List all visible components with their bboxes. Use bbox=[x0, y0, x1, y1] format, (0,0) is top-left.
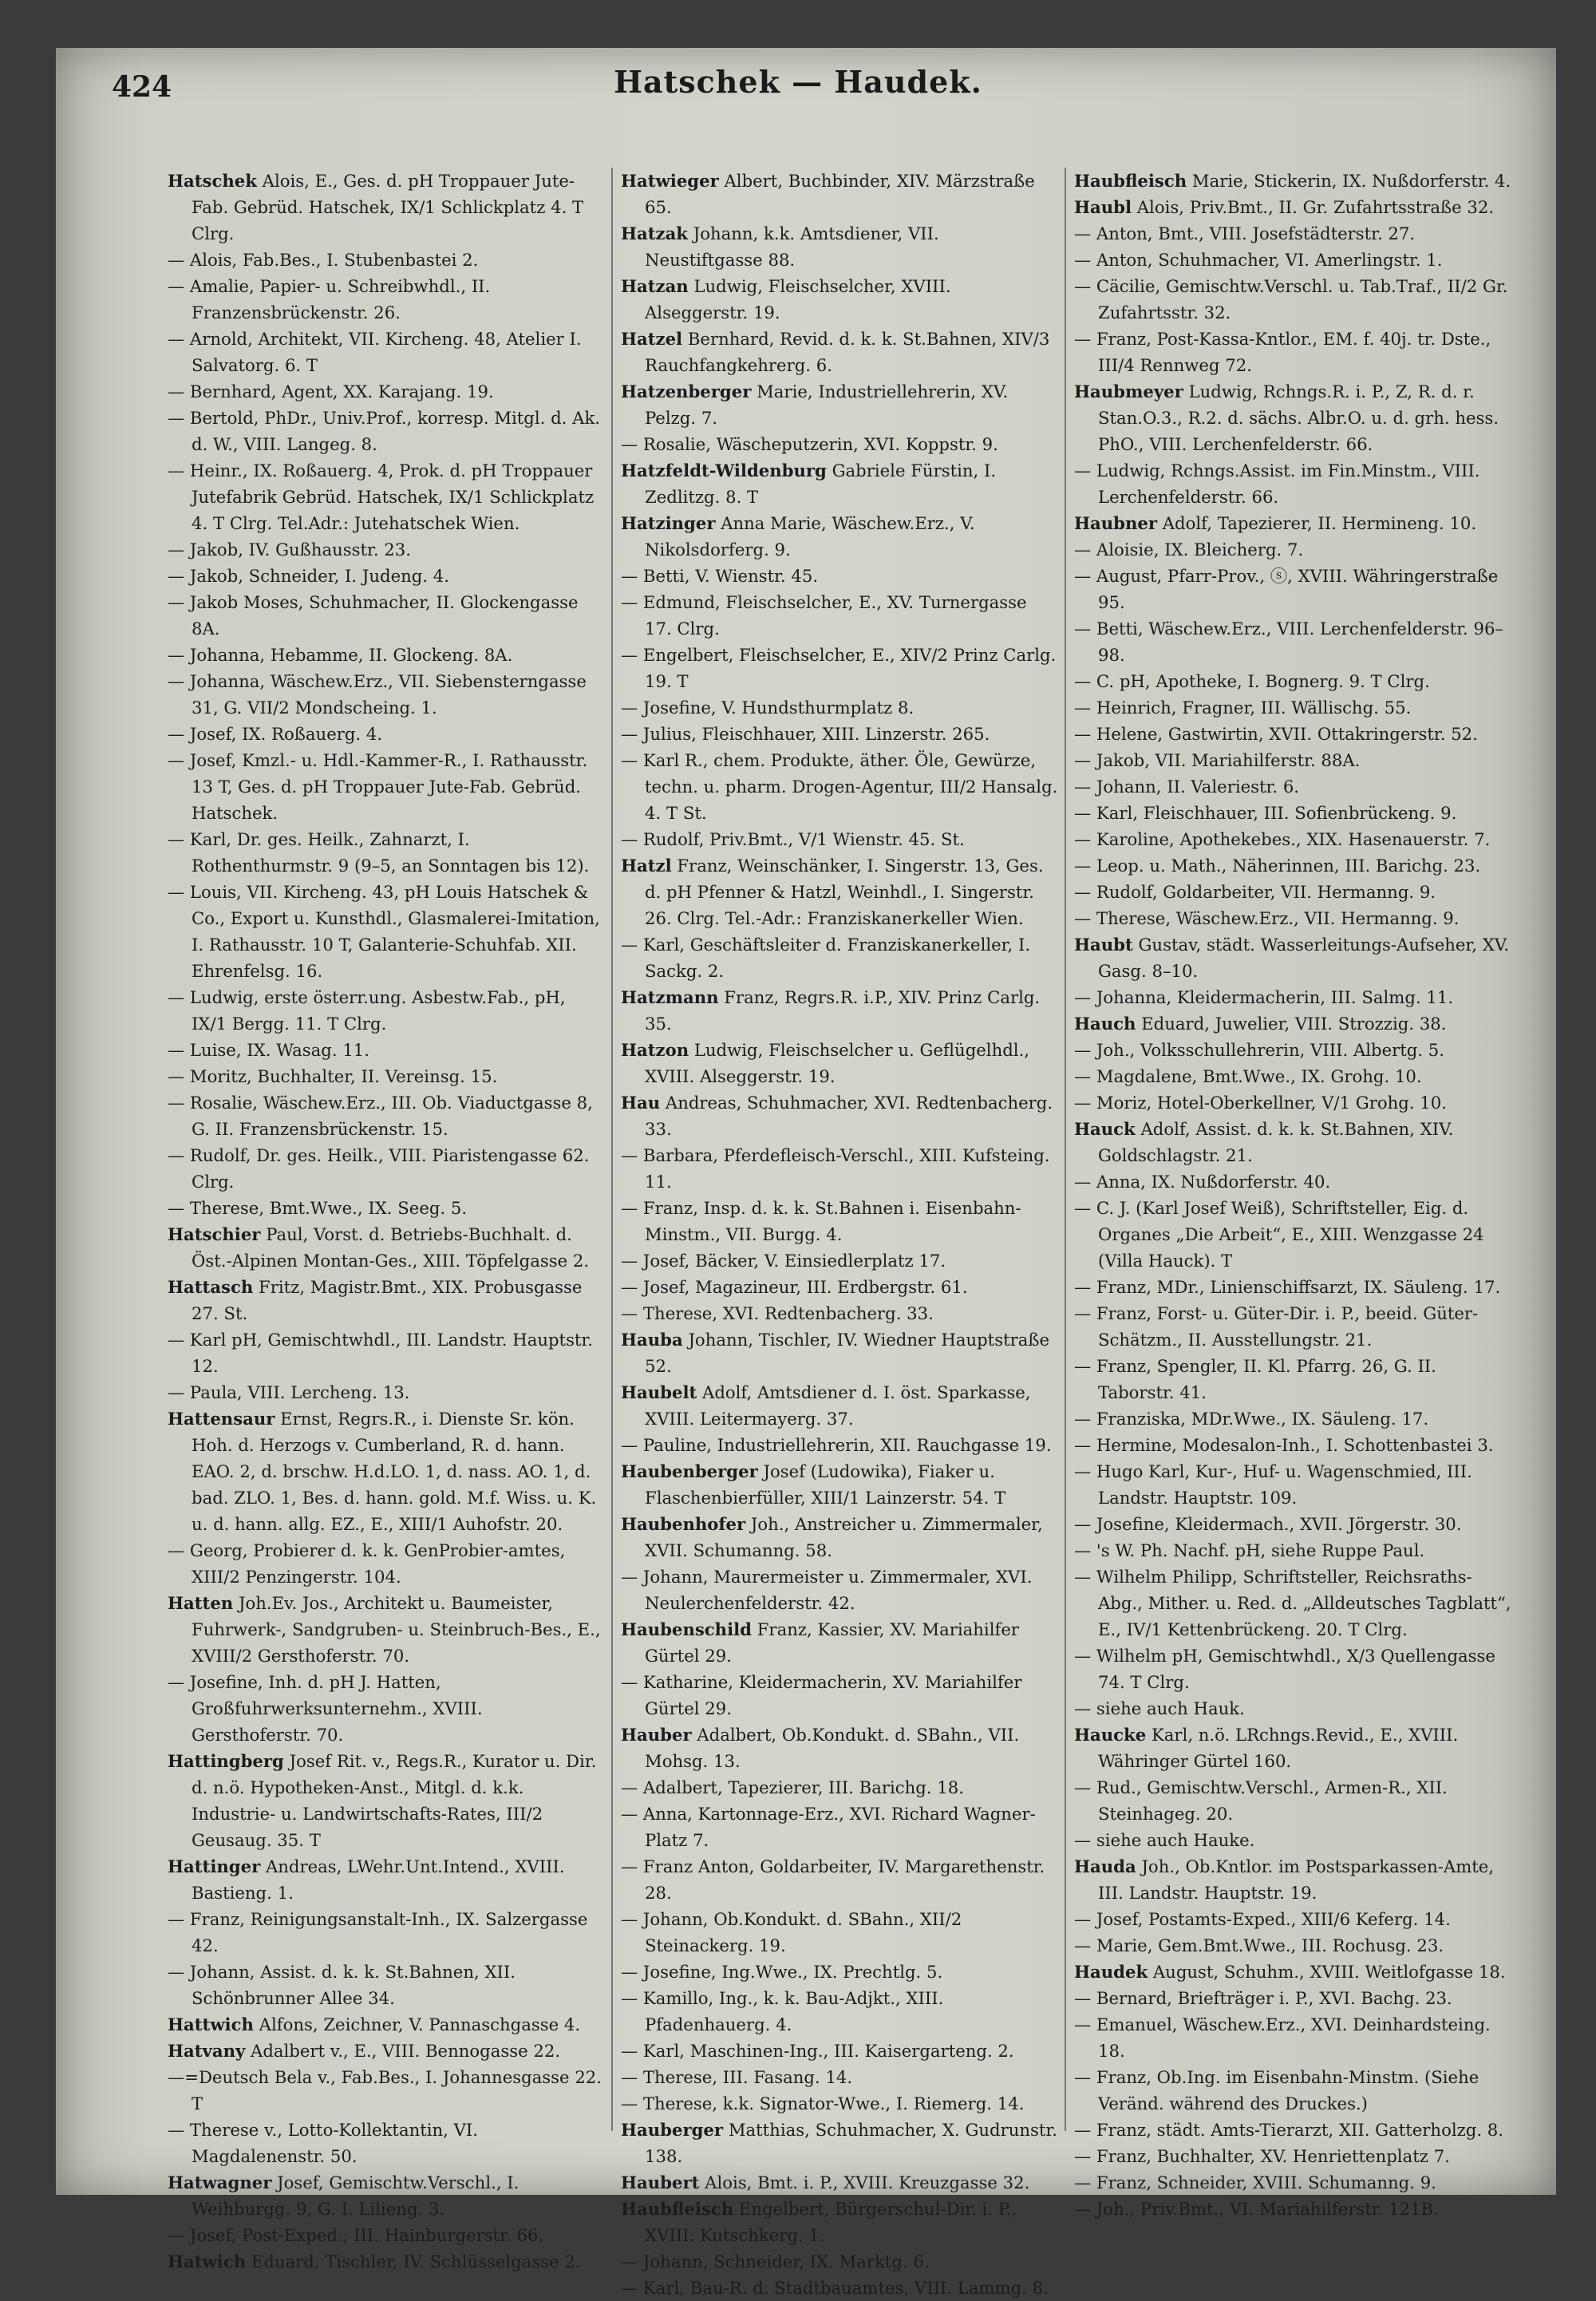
directory-entry: — Josef, Bäcker, V. Einsiedlerplatz 17. bbox=[621, 1251, 946, 1271]
directory-entry: — Karl pH, Gemischtwhdl., III. Landstr. Hauptstr. 12. bbox=[168, 1330, 593, 1376]
surname-heading: Hau bbox=[621, 1093, 661, 1113]
directory-entry: — Franz, Post-Kassa-Kntlor., EM. f. 40j. tr. Dste., III/4 Rennweg 72. bbox=[1074, 329, 1491, 375]
surname-heading: Haucke bbox=[1074, 1725, 1147, 1745]
directory-entry: — 's W. Ph. Nachf. pH, siehe Ruppe Paul. bbox=[1074, 1540, 1425, 1560]
surname-heading: Hattinger bbox=[168, 1856, 261, 1876]
directory-entry: — Arnold, Architekt, VII. Kircheng. 48, Atelier I. Salvatorg. 6. T bbox=[168, 329, 582, 375]
directory-entry: — Johann, Maurermeister u. Zimmermaler, XVI. Neulerchenfelderstr. 42. bbox=[621, 1567, 1033, 1613]
surname-heading: Hatten bbox=[168, 1593, 234, 1613]
surname-heading: Haudek bbox=[1074, 1962, 1148, 1982]
directory-entry: — Ludwig, erste österr.ung. Asbestw.Fab., pH, IX/1 Bergg. 11. T Clrg. bbox=[168, 987, 566, 1034]
directory-entry: Hattinger Andreas, LWehr.Unt.Intend., XVIII. Bastieng. 1. bbox=[168, 1856, 565, 1903]
directory-entry: — Amalie, Papier- u. Schreibwhdl., II. Franzensbrückenstr. 26. bbox=[168, 276, 491, 322]
directory-entry: Hatwagner Josef, Gemischtw.Verschl., I. Weihburgg. 9, G. I. Lilieng. 3. bbox=[168, 2173, 519, 2219]
directory-entry: — Josef, Kmzl.- u. Hdl.-Kammer-R., I. Rathausstr. 13 T, Ges. d. pH Troppauer Jute-Fab. Gebrüd. Hatschek. bbox=[168, 750, 588, 823]
directory-entry: — Paula, VIII. Lercheng. 13. bbox=[168, 1382, 410, 1402]
directory-entry: —=Deutsch Bela v., Fab.Bes., I. Johannesgasse 22. T bbox=[168, 2067, 602, 2113]
directory-entry: Hatschier Paul, Vorst. d. Betriebs-Buchhalt. d. Öst.-Alpinen Montan-Ges., XIII. Töpfelgasse 2. bbox=[168, 1224, 590, 1271]
directory-entry: — Johanna, Hebamme, II. Glockeng. 8A. bbox=[168, 645, 513, 665]
directory-entry: Hatzak Johann, k.k. Amtsdiener, VII. Neustiftgasse 88. bbox=[621, 223, 939, 270]
directory-entry: Hatzinger Anna Marie, Wäschew.Erz., V. Nikolsdorferg. 9. bbox=[621, 513, 975, 559]
directory-entry: Hatvany Adalbert v., E., VIII. Bennogasse 22. bbox=[168, 2041, 561, 2061]
surname-heading: Hatzak bbox=[621, 223, 688, 243]
surname-heading: Haubner bbox=[1074, 513, 1158, 533]
directory-entry: Hauberger Matthias, Schuhmacher, X. Gudrunstr. 138. bbox=[621, 2120, 1057, 2166]
directory-entry: — Franz, Spengler, II. Kl. Pfarrg. 26, G. II. Taborstr. 41. bbox=[1074, 1356, 1436, 1402]
surname-heading: Haubenhofer bbox=[621, 1514, 746, 1534]
directory-entry: — Betti, Wäschew.Erz., VIII. Lerchenfelderstr. 96–98. bbox=[1074, 619, 1504, 665]
directory-entry: Hauch Eduard, Juwelier, VIII. Strozzig. 38. bbox=[1074, 1014, 1447, 1034]
surname-heading: Hatwich bbox=[168, 2252, 247, 2271]
directory-entry: Haubl Alois, Priv.Bmt., II. Gr. Zufahrtsstraße 32. bbox=[1074, 197, 1495, 217]
directory-entry: — Barbara, Pferdefleisch-Verschl., XIII. Kufsteing. 11. bbox=[621, 1145, 1050, 1192]
directory-entry: — Anton, Schuhmacher, VI. Amerlingstr. 1. bbox=[1074, 250, 1443, 270]
directory-entry: Hatten Joh.Ev. Jos., Architekt u. Baumeister, Fuhrwerk-, Sandgruben- u. Steinbruch-Bes., E., XVIII/2 Gersthoferstr. 70. bbox=[168, 1593, 601, 1666]
directory-entry: — Karl, Fleischhauer, III. Sofienbrückeng. 9. bbox=[1074, 803, 1457, 823]
directory-entry: — Karl, Bau-R. d. Stadtbauamtes, VIII. Lammg. 8. bbox=[621, 2278, 1049, 2298]
directory-entry: — Franz, MDr., Linienschiffsarzt, IX. Säuleng. 17. bbox=[1074, 1277, 1501, 1297]
directory-entry: Hatzenberger Marie, Industriellehrerin, XV. Pelzg. 7. bbox=[621, 382, 1009, 428]
directory-entry: — Ludwig, Rchngs.Assist. im Fin.Minstm., VIII. Lerchenfelderstr. 66. bbox=[1074, 461, 1480, 507]
surname-heading: Hauch bbox=[1074, 1014, 1136, 1034]
directory-entry: — siehe auch Hauke. bbox=[1074, 1830, 1255, 1850]
directory-entry: — Heinrich, Fragner, III. Wällischg. 55. bbox=[1074, 698, 1412, 718]
directory-entry: — Moriz, Hotel-Oberkellner, V/1 Grohg. 10. bbox=[1074, 1093, 1447, 1113]
directory-entry: — Karoline, Apothekebes., XIX. Hasenauerstr. 7. bbox=[1074, 829, 1491, 849]
surname-heading: Haubelt bbox=[621, 1382, 697, 1402]
directory-entry: Hatzmann Franz, Regrs.R. i.P., XIV. Prinz Carlg. 35. bbox=[621, 987, 1041, 1034]
directory-entry: Hatzan Ludwig, Fleischselcher, XVIII. Alseggerstr. 19. bbox=[621, 276, 951, 322]
directory-entry: — Heinr., IX. Roßauerg. 4, Prok. d. pH Troppauer Jutefabrik Gebrüd. Hatschek, IX/1 Schlickplatz 4. T Clrg. Tel.Adr.: Jutehatschek Wien. bbox=[168, 461, 595, 533]
directory-entry: Haubenschild Franz, Kassier, XV. Mariahilfer Gürtel 29. bbox=[621, 1619, 1019, 1666]
directory-entry: — Anna, IX. Nußdorferstr. 40. bbox=[1074, 1172, 1331, 1192]
directory-entry: — Johann, Schneider, IX. Marktg. 6. bbox=[621, 2252, 930, 2271]
directory-entry: — Franz, Ob.Ing. im Eisenbahn-Minstm. (Siehe Veränd. während des Druckes.) bbox=[1074, 2067, 1479, 2113]
directory-entry: Haubfleisch Engelbert, Bürgerschul-Dir. i. P., XVIII. Kutschkerg. 1. bbox=[621, 2199, 1017, 2245]
directory-entry: Hatzel Bernhard, Revid. d. k. k. St.Bahnen, XIV/3 Rauchfangkehrerg. 6. bbox=[621, 329, 1050, 375]
running-head: Hatschek — Haudek. bbox=[614, 64, 982, 100]
directory-entry: — Josefine, Inh. d. pH J. Hatten, Großfuhrwerksunternehm., XVIII. Gersthoferstr. 70. bbox=[168, 1672, 483, 1745]
directory-entry: — Therese, XVI. Redtenbacherg. 33. bbox=[621, 1303, 934, 1323]
directory-column-3 bbox=[1074, 168, 1511, 2219]
directory-entry: — Katharine, Kleidermacherin, XV. Mariahilfer Gürtel 29. bbox=[621, 1672, 1022, 1718]
directory-entry: — Leop. u. Math., Näherinnen, III. Barichg. 23. bbox=[1074, 856, 1481, 876]
directory-entry: — Aloisie, IX. Bleicherg. 7. bbox=[1074, 540, 1304, 559]
directory-entry: Hau Andreas, Schuhmacher, XVI. Redtenbacherg. 33. bbox=[621, 1093, 1053, 1139]
directory-entry: — Joh., Volksschullehrerin, VIII. Albertg. 5. bbox=[1074, 1040, 1445, 1060]
directory-entry: — Marie, Gem.Bmt.Wwe., III. Rochusg. 23. bbox=[1074, 1935, 1444, 1955]
directory-entry: — Franz, städt. Amts-Tierarzt, XII. Gatterholzg. 8. bbox=[1074, 2120, 1504, 2140]
surname-heading: Haubfleisch bbox=[621, 2199, 734, 2219]
directory-entry: — Karl, Maschinen-Ing., III. Kaisergarteng. 2. bbox=[621, 2041, 1014, 2061]
directory-entry: — Alois, Fab.Bes., I. Stubenbastei 2. bbox=[168, 250, 479, 270]
directory-entry: — Therese, k.k. Signator-Wwe., I. Riemerg. 14. bbox=[621, 2093, 1025, 2113]
directory-entry: — Franz, Insp. d. k. k. St.Bahnen i. Eisenbahn-Minstm., VII. Burgg. 4. bbox=[621, 1198, 1021, 1244]
directory-entry: — Rudolf, Goldarbeiter, VII. Hermanng. 9. bbox=[1074, 882, 1436, 902]
directory-entry: Haubenberger Josef (Ludowika), Fiaker u. Flaschenbierfüller, XIII/1 Lainzerstr. 54. T bbox=[621, 1461, 1006, 1508]
directory-entry: — Therese v., Lotto-Kollektantin, VI. Magdalenenstr. 50. bbox=[168, 2120, 479, 2166]
directory-entry: Haubenhofer Joh., Anstreicher u. Zimmermaler, XVII. Schumanng. 58. bbox=[621, 1514, 1043, 1560]
column-divider bbox=[1065, 168, 1066, 2131]
directory-entry: — Franz Anton, Goldarbeiter, IV. Margarethenstr. 28. bbox=[621, 1856, 1045, 1903]
surname-heading: Haubenberger bbox=[621, 1461, 758, 1481]
directory-entry: — Luise, IX. Wasag. 11. bbox=[168, 1040, 370, 1060]
directory-entry: — Emanuel, Wäschew.Erz., XVI. Deinhardsteing. 18. bbox=[1074, 2014, 1491, 2061]
directory-entry: — Joh., Priv.Bmt., VI. Mariahilferstr. 121B. bbox=[1074, 2199, 1439, 2219]
directory-entry: Hattwich Alfons, Zeichner, V. Pannaschgasse 4. bbox=[168, 2014, 581, 2034]
directory-entry: — Josefine, V. Hundsthurmplatz 8. bbox=[621, 698, 915, 718]
surname-heading: Haubt bbox=[1074, 935, 1133, 955]
directory-entry: — Adalbert, Tapezierer, III. Barichg. 18. bbox=[621, 1777, 964, 1797]
surname-heading: Hauberger bbox=[621, 2120, 724, 2140]
surname-heading: Hatzenberger bbox=[621, 382, 752, 401]
surname-heading: Hatzinger bbox=[621, 513, 716, 533]
directory-entry: — Anton, Bmt., VIII. Josefstädterstr. 27. bbox=[1074, 223, 1416, 243]
directory-entry: Hatwich Eduard, Tischler, IV. Schlüsselgasse 2. bbox=[168, 2252, 581, 2271]
directory-entry: — Josefine, Ing.Wwe., IX. Prechtlg. 5. bbox=[621, 1962, 943, 1982]
directory-entry: — Johann, II. Valeriestr. 6. bbox=[1074, 777, 1300, 797]
surname-heading: Hattasch bbox=[168, 1277, 254, 1297]
surname-heading: Hauck bbox=[1074, 1119, 1136, 1139]
directory-entry: Hauba Johann, Tischler, IV. Wiedner Hauptstraße 52. bbox=[621, 1330, 1050, 1376]
surname-heading: Hatschek bbox=[168, 171, 257, 191]
directory-entry: — Josef, IX. Roßauerg. 4. bbox=[168, 724, 383, 744]
directory-entry: Hauda Joh., Ob.Kntlor. im Postsparkassen-Amte, III. Landstr. Hauptstr. 19. bbox=[1074, 1856, 1495, 1903]
directory-entry: — Franz, Schneider, XVIII. Schumanng. 9. bbox=[1074, 2173, 1436, 2192]
directory-entry: Hattasch Fritz, Magistr.Bmt., XIX. Probusgasse 27. St. bbox=[168, 1277, 583, 1323]
surname-heading: Haubenschild bbox=[621, 1619, 752, 1639]
directory-entry: Hattensaur Ernst, Regrs.R., i. Dienste Sr. kön. Hoh. d. Herzogs v. Cumberland, R. d. hann. EAO. 2, d. brschw. H.d.LO. 1, d. nass. AO. 1, d. bad. ZLO. 1, Bes. d. hann. gold. M.f. Wiss. u. K. u. d. hann. allg. EZ., E., XIII/1 Auhofstr. 20. bbox=[168, 1409, 597, 1534]
surname-heading: Hatzon bbox=[621, 1040, 689, 1060]
directory-entry: Hattingberg Josef Rit. v., Regs.R., Kurator u. Dir. d. n.ö. Hypotheken-Anst., Mitgl. d. k.k. Industrie- u. Landwirtschafts-Rates, III/2 Geusaug. 35. T bbox=[168, 1751, 597, 1850]
directory-entry: — Edmund, Fleischselcher, E., XV. Turnergasse 17. Clrg. bbox=[621, 592, 1027, 639]
directory-entry: — Franz, Forst- u. Güter-Dir. i. P., beeid. Güter-Schätzm., II. Ausstellungstr. 21. bbox=[1074, 1303, 1479, 1350]
directory-entry: — Jakob, VII. Mariahilferstr. 88A. bbox=[1074, 750, 1361, 770]
directory-entry: — Therese, III. Fasang. 14. bbox=[621, 2067, 853, 2087]
surname-heading: Hauda bbox=[1074, 1856, 1136, 1876]
surname-heading: Hatzl bbox=[621, 856, 672, 876]
directory-entry: — Louis, VII. Kircheng. 43, pH Louis Hatschek & Co., Export u. Kunsthdl., Glasmalerei-Imitation, I. Rathausstr. 10 T, Galanterie-Schuhfab. XII. Ehrenfelsg. 16. bbox=[168, 882, 600, 981]
surname-heading: Haubl bbox=[1074, 197, 1132, 217]
directory-entry: — Kamillo, Ing., k. k. Bau-Adjkt., XIII. Pfadenhauerg. 4. bbox=[621, 1988, 944, 2034]
directory-entry: — siehe auch Hauk. bbox=[1074, 1698, 1245, 1718]
surname-heading: Hattingberg bbox=[168, 1751, 284, 1771]
directory-entry: — Johanna, Kleidermacherin, III. Salmg. 11. bbox=[1074, 987, 1454, 1007]
directory-entry: — Hermine, Modesalon-Inh., I. Schottenbastei 3. bbox=[1074, 1435, 1494, 1455]
directory-entry: — Johanna, Wäschew.Erz., VII. Siebensterngasse 31, G. VII/2 Mondscheing. 1. bbox=[168, 671, 587, 718]
surname-heading: Hatzmann bbox=[621, 987, 719, 1007]
directory-entry: — Bernard, Briefträger i. P., XVI. Bachg. 23. bbox=[1074, 1988, 1452, 2008]
surname-heading: Haubfleisch bbox=[1074, 171, 1187, 191]
directory-entry: Haudek August, Schuhm., XVIII. Weitlofgasse 18. bbox=[1074, 1962, 1506, 1982]
surname-heading: Hatzfeldt-Wildenburg bbox=[621, 461, 827, 480]
directory-entry: — Rosalie, Wäschew.Erz., III. Ob. Viaductgasse 8, G. II. Franzensbrückenstr. 15. bbox=[168, 1093, 593, 1139]
surname-heading: Hatzan bbox=[621, 276, 689, 296]
directory-entry: — Franz, Reinigungsanstalt-Inh., IX. Salzergasse 42. bbox=[168, 1909, 588, 1955]
directory-entry: Haucke Karl, n.ö. LRchngs.Revid., E., XVIII. Währinger Gürtel 160. bbox=[1074, 1725, 1459, 1771]
directory-entry: — Bertold, PhDr., Univ.Prof., korresp. Mitgl. d. Ak. d. W., VIII. Langeg. 8. bbox=[168, 408, 601, 454]
directory-entry: — Franz, Buchhalter, XV. Henriettenplatz 7. bbox=[1074, 2146, 1450, 2166]
directory-entry: — Johann, Assist. d. k. k. St.Bahnen, XII. Schönbrunner Allee 34. bbox=[168, 1962, 516, 2008]
directory-entry: — Karl, Dr. ges. Heilk., Zahnarzt, I. Rothenthurmstr. 9 (9–5, an Sonntagen bis 12). bbox=[168, 829, 590, 876]
surname-heading: Hauba bbox=[621, 1330, 683, 1350]
column-divider bbox=[611, 168, 613, 2131]
directory-entry: — Magdalene, Bmt.Wwe., IX. Grohg. 10. bbox=[1074, 1066, 1422, 1086]
directory-entry: — Moritz, Buchhalter, II. Vereinsg. 15. bbox=[168, 1066, 498, 1086]
directory-entry: — Engelbert, Fleischselcher, E., XIV/2 Prinz Carlg. 19. T bbox=[621, 645, 1057, 691]
directory-entry: — August, Pfarr-Prov., ⓢ, XVIII. Währingerstraße 95. bbox=[1074, 566, 1499, 612]
surname-heading: Haubert bbox=[621, 2173, 700, 2192]
directory-entry: — Bernhard, Agent, XX. Karajang. 19. bbox=[168, 382, 494, 401]
directory-entry: — Rosalie, Wäscheputzerin, XVI. Koppstr. 9. bbox=[621, 434, 998, 454]
directory-entry: Haubfleisch Marie, Stickerin, IX. Nußdorferstr. 4. bbox=[1074, 171, 1511, 191]
directory-entry: — Josef, Magazineur, III. Erdbergstr. 61. bbox=[621, 1277, 968, 1297]
directory-entry: — Rudolf, Priv.Bmt., V/1 Wienstr. 45. St. bbox=[621, 829, 965, 849]
directory-entry: — Rud., Gemischtw.Verschl., Armen-R., XII. Steinhageg. 20. bbox=[1074, 1777, 1448, 1824]
surname-heading: Hatschier bbox=[168, 1224, 261, 1244]
surname-heading: Haubmeyer bbox=[1074, 382, 1183, 401]
directory-entry: — Cäcilie, Gemischtw.Verschl. u. Tab.Traf., II/2 Gr. Zufahrtsstr. 32. bbox=[1074, 276, 1508, 322]
directory-entry: — Georg, Probierer d. k. k. GenProbier-amtes, XIII/2 Penzingerstr. 104. bbox=[168, 1540, 566, 1587]
directory-entry: — Julius, Fleischhauer, XIII. Linzerstr. 265. bbox=[621, 724, 990, 744]
directory-entry: — C. pH, Apotheke, I. Bognerg. 9. T Clrg. bbox=[1074, 671, 1430, 691]
directory-entry: — Jakob, IV. Gußhausstr. 23. bbox=[168, 540, 411, 559]
directory-entry: — Johann, Ob.Kondukt. d. SBahn., XII/2 Steinackerg. 19. bbox=[621, 1909, 962, 1955]
directory-entry: Hatzl Franz, Weinschänker, I. Singerstr. 13, Ges. d. pH Pfenner & Hatzl, Weinhdl., I. Singerstr. 26. Clrg. Tel.-Adr.: Franziskanerkeller Wien. bbox=[621, 856, 1044, 928]
directory-entry: Haubner Adolf, Tapezierer, II. Hermineng. 10. bbox=[1074, 513, 1477, 533]
directory-column-2 bbox=[621, 168, 1058, 2298]
directory-entry: — Jakob Moses, Schuhmacher, II. Glockengasse 8A. bbox=[168, 592, 579, 639]
directory-entry: Haubmeyer Ludwig, Rchngs.R. i. P., Z, R. d. r. Stan.O.3., R.2. d. sächs. Albr.O. u. d. grh. hess. PhO., VIII. Lerchenfelderstr. 66. bbox=[1074, 382, 1499, 454]
directory-entry: — Anna, Kartonnage-Erz., XVI. Richard Wagner-Platz 7. bbox=[621, 1804, 1036, 1850]
directory-entry: — Karl R., chem. Produkte, äther. Öle, Gewürze, techn. u. pharm. Drogen-Agentur, III/2 Hansalg. 4. T St. bbox=[621, 750, 1058, 823]
directory-entry: Haubelt Adolf, Amtsdiener d. I. öst. Sparkasse, XVIII. Leitermayerg. 37. bbox=[621, 1382, 1031, 1429]
directory-entry: — Rudolf, Dr. ges. Heilk., VIII. Piaristengasse 62. Clrg. bbox=[168, 1145, 590, 1192]
directory-entry: Hatzfeldt-Wildenburg Gabriele Fürstin, I. Zedlitzg. 8. T bbox=[621, 461, 997, 507]
directory-entry: Haubert Alois, Bmt. i. P., XVIII. Kreuzgasse 32. bbox=[621, 2173, 1030, 2192]
directory-entry: Hatschek Alois, E., Ges. d. pH Troppauer Jute-Fab. Gebrüd. Hatschek, IX/1 Schlickplatz 4. T Clrg. bbox=[168, 171, 584, 243]
directory-entry: — Betti, V. Wienstr. 45. bbox=[621, 566, 819, 586]
directory-entry: — Josefine, Kleidermach., XVII. Jörgerstr. 30. bbox=[1074, 1514, 1462, 1534]
directory-entry: — Helene, Gastwirtin, XVII. Ottakringerstr. 52. bbox=[1074, 724, 1478, 744]
directory-column-1 bbox=[168, 168, 605, 2271]
surname-heading: Hattensaur bbox=[168, 1409, 275, 1429]
directory-entry: Hauber Adalbert, Ob.Kondukt. d. SBahn., VII. Mohsg. 13. bbox=[621, 1725, 1020, 1771]
surname-heading: Hatwieger bbox=[621, 171, 719, 191]
directory-entry: — Karl, Geschäftsleiter d. Franziskanerkeller, I. Sackg. 2. bbox=[621, 935, 1031, 981]
directory-entry: — Wilhelm pH, Gemischtwhdl., X/3 Quellengasse 74. T Clrg. bbox=[1074, 1646, 1495, 1692]
directory-entry: — Franziska, MDr.Wwe., IX. Säuleng. 17. bbox=[1074, 1409, 1429, 1429]
surname-heading: Hauber bbox=[621, 1725, 692, 1745]
directory-entry: — Josef, Post-Exped., III. Hainburgerstr. 66. bbox=[168, 2225, 544, 2245]
directory-entry: — Pauline, Industriellehrerin, XII. Rauchgasse 19. bbox=[621, 1435, 1052, 1455]
surname-heading: Hattwich bbox=[168, 2014, 254, 2034]
directory-entry: Hatwieger Albert, Buchbinder, XIV. Märzstraße 65. bbox=[621, 171, 1035, 217]
directory-entry: Hauck Adolf, Assist. d. k. k. St.Bahnen, XIV. Goldschlagstr. 21. bbox=[1074, 1119, 1454, 1165]
surname-heading: Hatwagner bbox=[168, 2173, 272, 2192]
directory-entry: Hatzon Ludwig, Fleischselcher u. Geflügelhdl., XVIII. Alseggerstr. 19. bbox=[621, 1040, 1030, 1086]
directory-entry: — Therese, Wäschew.Erz., VII. Hermanng. 9. bbox=[1074, 908, 1460, 928]
page-number: 424 bbox=[112, 70, 172, 104]
directory-entry: — Hugo Karl, Kur-, Huf- u. Wagenschmied, III. Landstr. Hauptstr. 109. bbox=[1074, 1461, 1472, 1508]
surname-heading: Hatvany bbox=[168, 2041, 246, 2061]
directory-entry: — Josef, Postamts-Exped., XIII/6 Keferg. 14. bbox=[1074, 1909, 1451, 1929]
directory-entry: Haubt Gustav, städt. Wasserleitungs-Aufseher, XV. Gasg. 8–10. bbox=[1074, 935, 1510, 981]
directory-entry: — Therese, Bmt.Wwe., IX. Seeg. 5. bbox=[168, 1198, 468, 1218]
directory-entry: — Wilhelm Philipp, Schriftsteller, Reichsraths-Abg., Mither. u. Red. d. „Alldeutsches Tagblatt“, E., IV/1 Kettenbrückeng. 20. T Clrg. bbox=[1074, 1567, 1511, 1639]
surname-heading: Hatzel bbox=[621, 329, 683, 349]
directory-entry: — Jakob, Schneider, I. Judeng. 4. bbox=[168, 566, 450, 586]
directory-entry: — C. J. (Karl Josef Weiß), Schriftsteller, Eig. d. Organes „Die Arbeit“, E., XIII. Wenzgasse 24 (Villa Hauck). T bbox=[1074, 1198, 1484, 1271]
